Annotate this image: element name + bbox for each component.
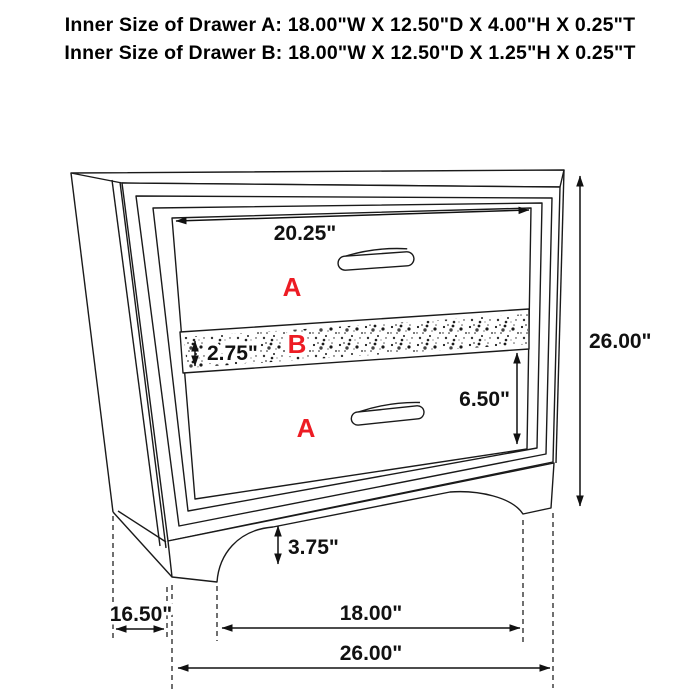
dim-overall-height [580,176,652,506]
drawer-a-top-label: A [282,272,302,302]
dim-lower-drawer-height-label: 6.50" [459,388,510,411]
dim-inner-width-label: 20.25" [273,222,337,245]
dim-feet-span-label: 18.00" [339,602,403,625]
dim-side-depth-label: 16.50" [109,603,173,626]
band-b-label: B [287,329,307,359]
dim-foot-height-label: 3.75" [288,536,339,559]
dim-band-height-label: 2.75" [207,342,258,365]
title-line-1: Inner Size of Drawer A: 18.00"W X 12.50"D X 4.00"H X 0.25"T [64,14,636,36]
dim-overall-width [178,642,550,668]
dim-overall-height-label: 26.00" [589,330,652,353]
drawer-a-bottom-label: A [296,413,316,443]
title-line-2: Inner Size of Drawer B: 18.00"W X 12.50"D X 1.25"H X 0.25"T [64,42,636,64]
side-panel-bottom-slope-inner [118,511,166,542]
dim-side-depth [110,603,173,629]
dim-foot-height [278,526,339,564]
side-panel-back-edge [71,173,113,512]
dim-overall-width-label: 26.00" [339,642,403,665]
dim-feet-span [222,602,520,628]
